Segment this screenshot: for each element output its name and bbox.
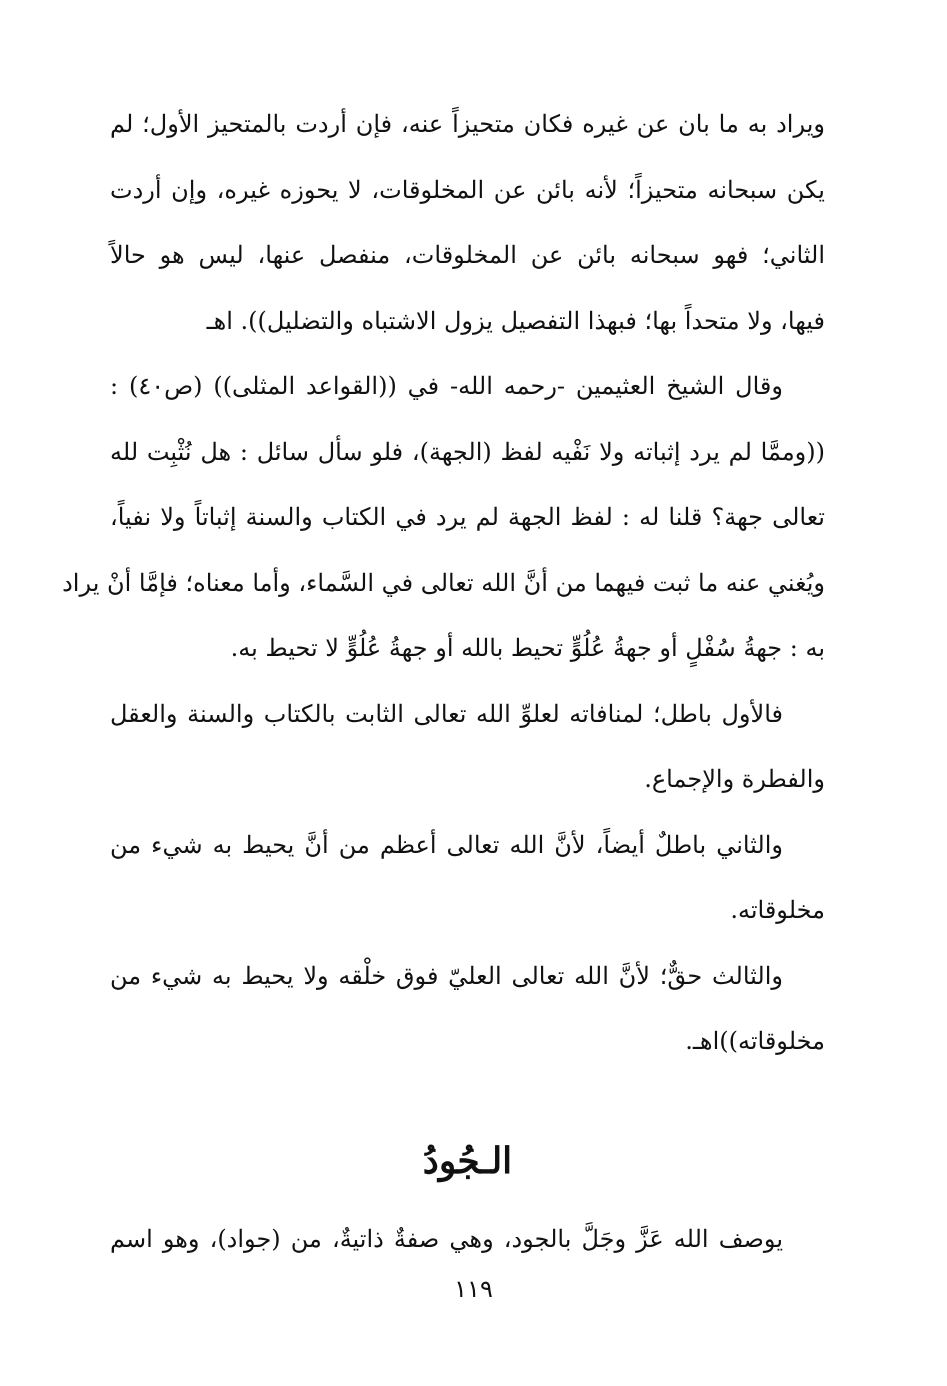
text-line: ((وممَّا لم يرد إثباته ولا نَفْيه لفظ (الجهة)، فلو سأل سائل : هل نُثْبِت لله [110,437,825,466]
text-line: والفطرة والإجماع. [644,765,825,793]
text-line: فيها، ولا متحداً بها؛ فبهذا التفصيل يزول الاشتباه والتضليل)). اهـ [206,306,825,335]
page-body [62,92,825,1272]
text-line: والثالث حقٌّ؛ لأنَّ الله تعالى العليّ فوق خلْقه ولا يحيط به شيء من [110,961,783,990]
page-number: ١١٩ [454,1275,493,1303]
section-heading: الـجُودُ [422,1139,513,1182]
text-line: تعالى جهة؟ قلنا له : لفظ الجهة لم يرد في الكتاب والسنة إثباتاً ولا نفياً، [110,503,825,531]
text-line: والثاني باطلٌ أيضاً، لأنَّ الله تعالى أعظم من أنَّ يحيط به شيء من [110,830,783,859]
text-line: مخلوقاته))اهـ. [685,1027,825,1055]
text-line: مخلوقاته. [730,896,825,924]
text-line: وقال الشيخ العثيمين -رحمه الله- في ((القواعد المثلى)) (ص٤٠) : [110,372,783,400]
text-line: يكن سبحانه متحيزاً؛ لأنه بائن عن المخلوقات، لا يحوزه غيره، وإن أردت [110,175,825,204]
text-line: ويراد به ما بان عن غيره فكان متحيزاً عنه، فإن أردت بالمتحيز الأول؛ لم [110,110,825,138]
text-line: به : جهةُ سُفْلٍ أو جهةُ عُلُوٍّ تحيط بالله أو جهةُ عُلُوٍّ لا تحيط به. [230,634,825,662]
text-line: ويُغني عنه ما ثبت فيهما من أنَّ الله تعالى في السَّماء، وأما معناه؛ فإمَّا أنْ يراد [62,568,825,597]
text-line: يوصف الله عَزَّ وجَلَّ بالجود، وهي صفةٌ ذاتيةٌ، من (جواد)، وهو اسم [110,1224,783,1253]
text-line: الثاني؛ فهو سبحانه بائن عن المخلوقات، منفصل عنها، ليس هو حالاً [110,241,825,269]
text-line: فالأول باطل؛ لمنافاته لعلوِّ الله تعالى الثابت بالكتاب والسنة والعقل [110,699,783,728]
